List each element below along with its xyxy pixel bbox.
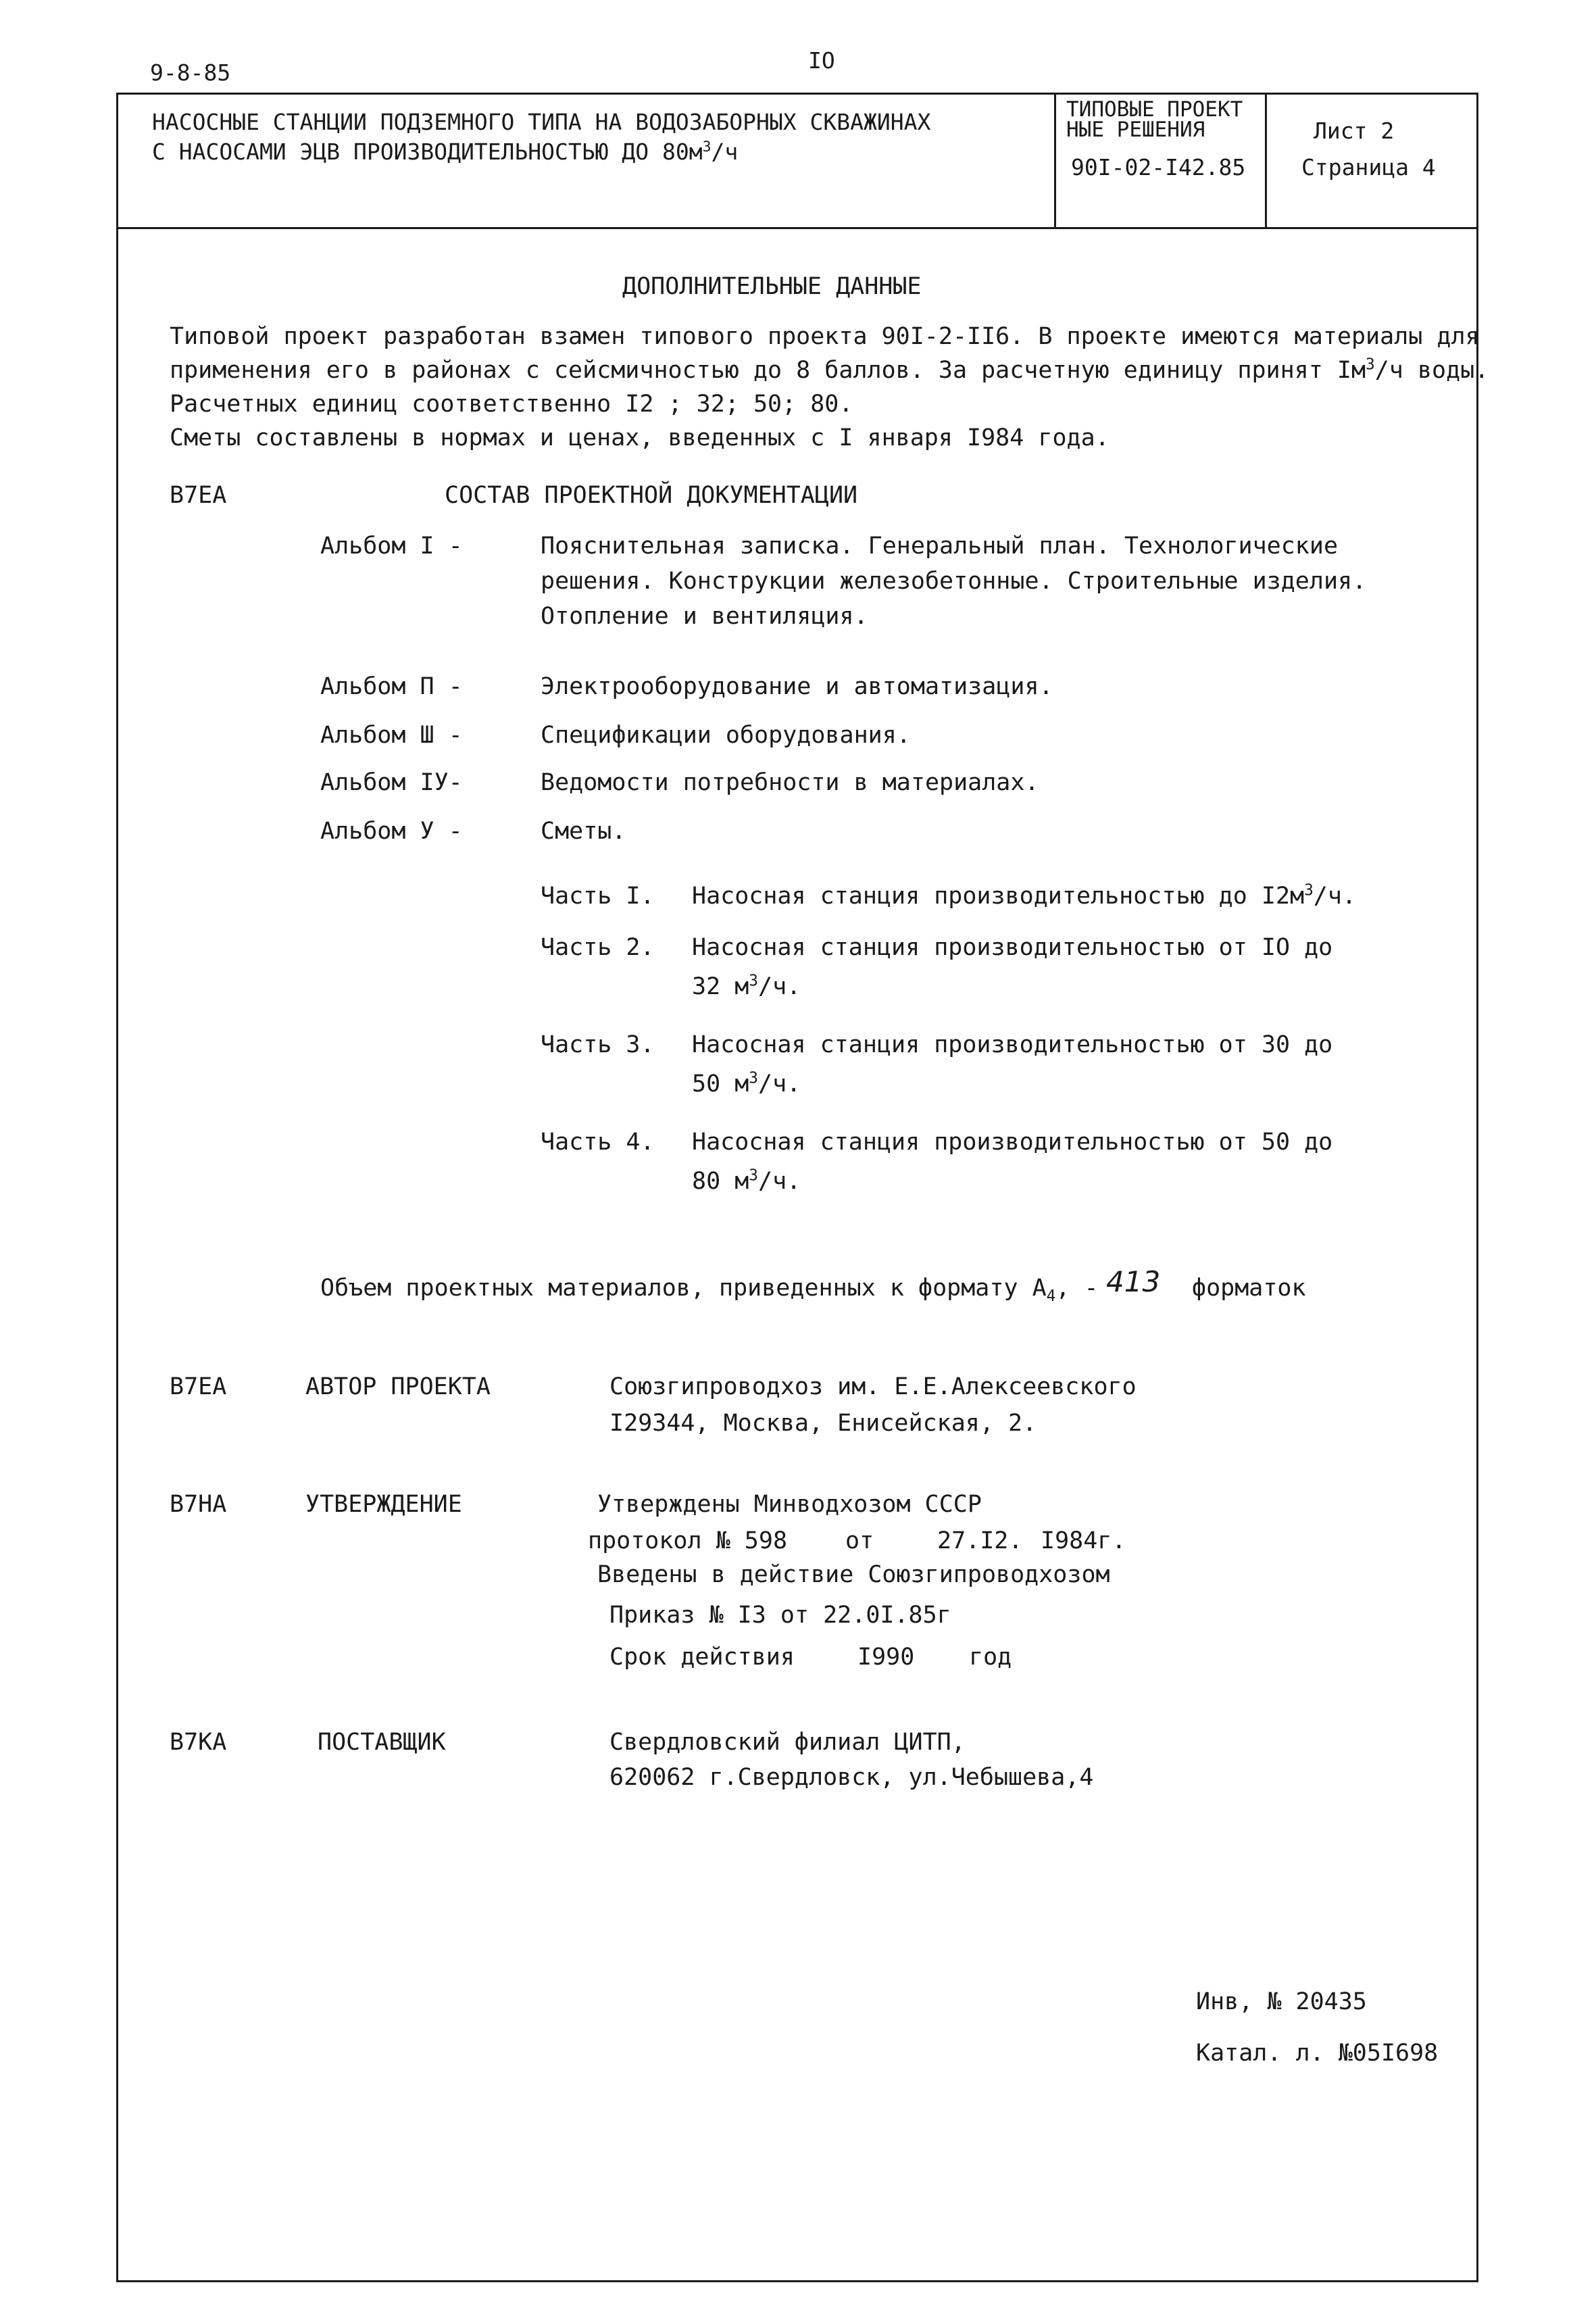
header-page: Страница 4 (1301, 154, 1436, 180)
approval-validity-label: Срок действия (609, 1644, 795, 1671)
album-text: Отопление и вентиляция. (541, 603, 868, 630)
part-label: Часть I. (541, 883, 655, 910)
supplier-title: ПОСТАВЩИК (318, 1729, 446, 1756)
author-line: Союзгипроводхоз им. Е.Е.Алексеевского (609, 1373, 1137, 1400)
album-text: Сметы. (541, 818, 626, 845)
page-number: IO (808, 47, 835, 74)
part-label: Часть 2. (541, 934, 655, 961)
header-type-line-1: ТИПОВЫЕ ПРОЕКТ (1066, 97, 1243, 122)
header-title-line-1: НАСОСНЫЕ СТАНЦИИ ПОДЗЕМНОГО ТИПА НА ВОДОЗАБОРНЫХ СКВАЖИНАХ (152, 109, 931, 135)
inventory-number: Инв, № 20435 (1196, 1988, 1367, 2015)
header-bottom-border (116, 227, 1478, 229)
approval-protocol-from: от (845, 1527, 874, 1554)
intro-line: применения его в районах с сейсмичностью до 8 баллов. За расчетную единицу принят $Iм^3/ч$ воды. (170, 355, 1489, 384)
composition-code: В7ЕА (170, 482, 227, 509)
header-divider-2 (1265, 93, 1267, 228)
album-text: решения. Конструкции железобетонные. Строительные изделия. (541, 568, 1367, 595)
approval-order: Приказ № I3 от 22.0I.85г (609, 1602, 951, 1629)
album-text: Спецификации оборудования. (541, 722, 911, 749)
approval-line: Утверждены Минводхозом СССР (597, 1491, 982, 1518)
album-label: Альбом IУ- (320, 769, 463, 796)
intro-line: Типовой проект разработан взамен типового проекта 90I-2-II6. В проекте имеются материалы для (170, 323, 1480, 350)
frame-right-border (1476, 93, 1478, 2282)
part-text: 80 $м^3/ч$. (692, 1166, 801, 1195)
part-text: 32 $м^3/ч$. (692, 972, 801, 1000)
part-label: Часть 3. (541, 1031, 655, 1058)
volume-handwritten-count: 413 (1106, 1265, 1161, 1298)
author-title: АВТОР ПРОЕКТА (305, 1373, 491, 1400)
album-label: Альбом П - (320, 673, 463, 700)
supplier-line: Свердловский филиал ЦИТП, (609, 1729, 966, 1756)
approval-validity-year: I990 (857, 1644, 915, 1671)
approval-validity-unit: год (969, 1644, 1012, 1671)
album-label: Альбом У - (320, 818, 463, 845)
frame-left-border (116, 93, 118, 2282)
album-text: Пояснительная записка. Генеральный план. Технологические (541, 533, 1339, 560)
supplier-line: 620062 г.Свердловск, ул.Чебышева,4 (609, 1764, 1094, 1791)
intro-line: Расчетных единиц соответственно I2 ; 32; 50; 80. (170, 391, 853, 418)
part-text: Насосная станция производительностью от IO до (692, 934, 1333, 961)
header-sheet: Лист 2 (1314, 118, 1395, 144)
section-heading: ДОПОЛНИТЕЛЬНЫЕ ДАННЫЕ (622, 273, 922, 300)
part-text: 50 $м^3/ч$. (692, 1069, 801, 1098)
part-text: Насосная станция производительностью от 50 до (692, 1129, 1333, 1156)
part-label: Часть 4. (541, 1129, 655, 1156)
part-text: Насосная станция производительностью до $I2м^3/ч$. (692, 881, 1357, 910)
approval-code: В7НА (170, 1491, 227, 1518)
album-text: Ведомости потребности в материалах. (541, 769, 1039, 796)
album-label: Альбом I - (320, 533, 463, 560)
volume-unit: форматок (1192, 1275, 1306, 1302)
approval-line: Введены в действие Союзгипроводхозом (597, 1561, 1110, 1588)
approval-protocol: протокол № 598 (588, 1527, 788, 1554)
album-text: Электрооборудование и автоматизация. (541, 673, 1053, 700)
document-code: 9-8-85 (150, 59, 231, 86)
approval-title: УТВЕРЖДЕНИЕ (305, 1491, 462, 1518)
album-label: Альбом Ш - (320, 722, 463, 749)
approval-protocol-year: I984г. (1041, 1527, 1126, 1554)
author-code: В7ЕА (170, 1373, 227, 1400)
volume-line: Объем проектных материалов, приведенных к формату $А_4$, - (320, 1275, 1099, 1305)
frame-top-border (116, 93, 1478, 95)
header-type-line-2: НЫЕ РЕШЕНИЯ (1066, 118, 1205, 142)
header-title-line-2: С НАСОСАМИ ЭЦВ ПРОИЗВОДИТЕЛЬНОСТЬЮ ДО $80м^3/ч$ (152, 139, 739, 165)
approval-protocol-date: 27.I2. (937, 1527, 1023, 1554)
header-project-code: 90I-02-I42.85 (1071, 154, 1246, 180)
header-divider-1 (1054, 93, 1056, 228)
author-line: I29344, Москва, Енисейская, 2. (609, 1410, 1037, 1437)
catalog-number: Катал. л. №05I698 (1196, 2040, 1439, 2067)
part-text: Насосная станция производительностью от 30 до (692, 1031, 1333, 1058)
composition-heading: СОСТАВ ПРОЕКТНОЙ ДОКУМЕНТАЦИИ (445, 482, 858, 509)
frame-bottom-border (116, 2280, 1478, 2282)
intro-line: Сметы составлены в нормах и ценах, введенных с I января I984 года. (170, 424, 1109, 451)
supplier-code: В7КА (170, 1729, 227, 1756)
